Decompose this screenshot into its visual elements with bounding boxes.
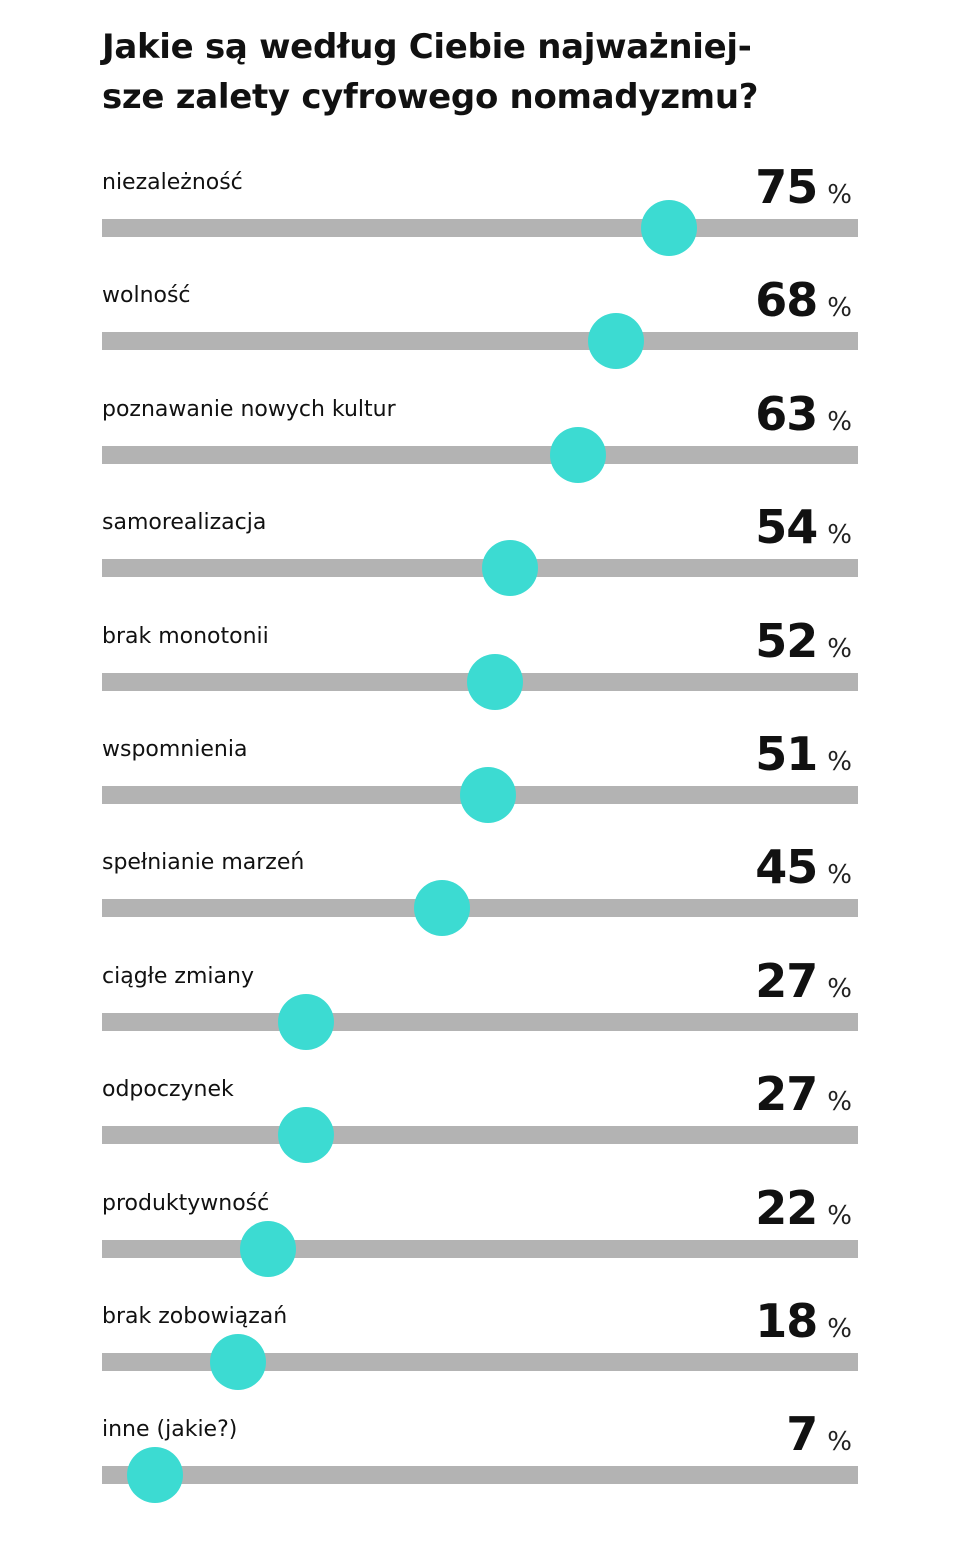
slider-track [102, 332, 858, 350]
value-label [755, 1294, 852, 1348]
slider-track [102, 1126, 858, 1144]
percent-sign: % [827, 293, 852, 324]
value-number: 75 [755, 160, 818, 214]
category-label: brak zobowiązań [102, 1304, 288, 1329]
percent-sign: % [827, 1314, 852, 1344]
category-label: brak monotonii [102, 623, 269, 649]
slider-dot [240, 1221, 296, 1277]
percent-sign: % [827, 1200, 852, 1231]
percent-sign: % [827, 747, 852, 777]
value-label [755, 273, 852, 327]
value-number: 45 [755, 840, 818, 895]
slider-dot [210, 1334, 266, 1390]
chart-title-line-1: Jakie są według Ciebie najważniej- [102, 27, 752, 67]
value-number: 52 [755, 613, 818, 668]
value-number: 27 [755, 953, 818, 1008]
slider-track [102, 1013, 858, 1031]
category-label: odpoczynek [102, 1077, 234, 1103]
value-label [755, 727, 852, 781]
percent-sign: % [827, 860, 852, 891]
category-label: ciągłe zmiany [102, 963, 254, 989]
slider-dot [278, 1107, 334, 1163]
category-label: spełnianie marzeń [102, 850, 305, 876]
slider-track [102, 1240, 858, 1258]
slider-dot [482, 540, 538, 596]
slider-dot [550, 427, 606, 483]
value-number: 54 [755, 500, 818, 555]
slider-dot [641, 200, 697, 256]
percent-sign: % [827, 180, 852, 210]
value-number: 22 [755, 1180, 818, 1235]
value-label [786, 1407, 852, 1461]
slider-dot [414, 880, 470, 936]
category-label: wspomnienia [102, 737, 248, 762]
category-label: inne (jakie?) [102, 1417, 238, 1443]
value-label [755, 1181, 852, 1235]
slider-track [102, 899, 858, 917]
value-label [755, 500, 852, 554]
slider-track [102, 446, 858, 464]
value-number: 7 [786, 1407, 818, 1462]
value-label [755, 614, 852, 668]
category-label: niezależność [102, 170, 243, 195]
slider-dot [460, 767, 516, 823]
percent-sign: % [827, 973, 852, 1004]
category-label: produktywność [102, 1190, 270, 1216]
slider-track [102, 559, 858, 577]
slider-track [102, 219, 858, 237]
value-label [755, 840, 852, 894]
category-label: poznawanie nowych kultur [102, 396, 396, 422]
category-label: wolność [102, 283, 191, 309]
slider-track [102, 1466, 858, 1484]
value-label [755, 1067, 852, 1121]
percent-sign: % [827, 406, 852, 437]
value-label [755, 160, 852, 214]
value-number: 27 [755, 1067, 818, 1122]
percent-sign: % [827, 520, 852, 551]
percent-sign: % [827, 1087, 852, 1118]
chart-title-line-2: sze zalety cyfrowego nomadyzmu? [102, 77, 759, 117]
value-label [755, 954, 852, 1008]
value-label [755, 387, 852, 441]
value-number: 18 [755, 1294, 818, 1348]
slider-dot [127, 1447, 183, 1503]
value-number: 51 [755, 727, 818, 781]
value-number: 68 [755, 273, 818, 328]
percent-sign: % [827, 633, 852, 664]
slider-dot [588, 313, 644, 369]
percent-sign: % [827, 1427, 852, 1458]
category-label: samorealizacja [102, 510, 267, 536]
value-number: 63 [755, 386, 818, 441]
slider-dot [278, 994, 334, 1050]
slider-dot [467, 654, 523, 710]
